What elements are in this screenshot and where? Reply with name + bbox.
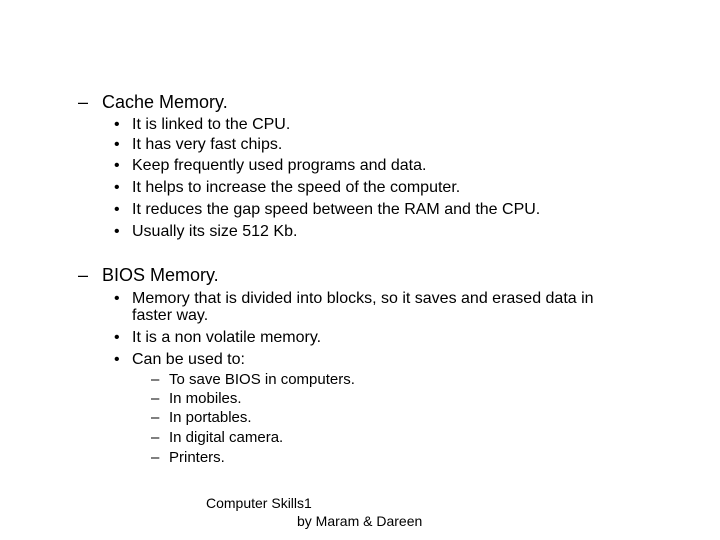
bios-item-text: faster way. — [132, 307, 209, 324]
cache-item-text: Usually its size 512 Kb. — [132, 223, 298, 240]
cache-item-text: It reduces the gap speed between the RAM and the CPU. — [132, 201, 541, 218]
footer-course-name: Computer Skills1 — [206, 495, 312, 511]
bullet-icon: • — [114, 136, 120, 153]
bios-item-text: Can be used to: — [132, 351, 245, 368]
dash-marker: – — [78, 265, 89, 285]
dash-marker: – — [151, 371, 160, 388]
bios-item-text: Memory that is divided into blocks, so it saves and erased data in — [132, 290, 594, 307]
cache-memory-title: Cache Memory. — [102, 92, 228, 112]
cache-item-text: It helps to increase the speed of the computer. — [132, 179, 461, 196]
bullet-icon: • — [114, 351, 120, 368]
dash-marker: – — [151, 409, 160, 426]
bios-item-text: It is a non volatile memory. — [132, 329, 322, 346]
bios-sub-item-text: Printers. — [169, 449, 225, 466]
footer-authors: by Maram & Dareen — [297, 513, 423, 529]
bios-sub-item-text: In mobiles. — [169, 390, 242, 407]
bios-sub-item-text: To save BIOS in computers. — [169, 371, 355, 388]
bullet-icon: • — [114, 290, 120, 307]
dash-marker: – — [78, 92, 89, 112]
cache-item-text: Keep frequently used programs and data. — [132, 157, 427, 174]
dash-marker: – — [151, 449, 160, 466]
bullet-icon: • — [114, 179, 120, 196]
bullet-icon: • — [114, 223, 120, 240]
dash-marker: – — [151, 390, 160, 407]
bullet-icon: • — [114, 116, 120, 133]
bios-sub-item-text: In portables. — [169, 409, 252, 426]
bullet-icon: • — [114, 157, 120, 174]
cache-item-text: It is linked to the CPU. — [132, 116, 291, 133]
bullet-icon: • — [114, 329, 120, 346]
cache-item-text: It has very fast chips. — [132, 136, 283, 153]
bullet-icon: • — [114, 201, 120, 218]
dash-marker: – — [151, 429, 160, 446]
bios-sub-item-text: In digital camera. — [169, 429, 284, 446]
bios-memory-title: BIOS Memory. — [102, 265, 219, 285]
